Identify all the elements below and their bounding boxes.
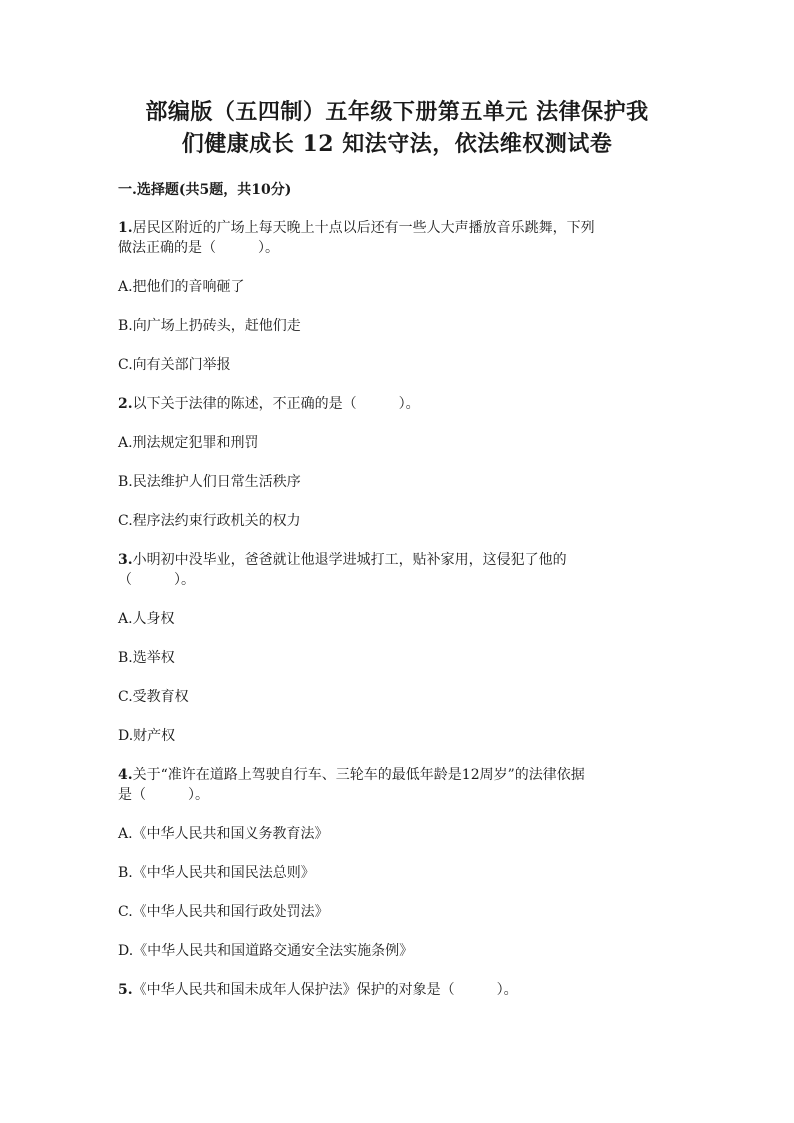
question-text-line-1: 《中华人民共和国未成年人保护法》保护的对象是（ ）。 <box>132 982 518 998</box>
option-c: C.受教育权 <box>118 689 189 705</box>
question-5 <box>118 980 676 1000</box>
question-text-line-2: 是（ ）。 <box>118 787 209 803</box>
question-number: 1. <box>118 220 133 236</box>
question-3 <box>118 550 676 765</box>
title-line-2: 们健康成长 12 知法守法，依法维权测试卷 <box>181 131 613 157</box>
question-text <box>118 550 676 570</box>
option-b: B.《中华人民共和国民法总则》 <box>118 865 315 881</box>
section-heading: 一.选择题(共5题，共10分) <box>118 182 292 198</box>
option-b: B.向广场上扔砖头，赶他们走 <box>118 318 301 334</box>
question-text-line-1: 以下关于法律的陈述，不正确的是（ ）。 <box>132 396 420 412</box>
question-text <box>118 765 676 785</box>
question-number: 5. <box>118 982 133 998</box>
option-c: C.向有关部门举报 <box>118 357 231 373</box>
question-text <box>118 980 676 1000</box>
option-b: B.选举权 <box>118 650 175 666</box>
question-number: 4. <box>118 767 133 783</box>
question-text-line-2: （ ）。 <box>118 572 195 588</box>
option-c: C.《中华人民共和国行政处罚法》 <box>118 904 329 920</box>
question-number: 3. <box>118 552 133 568</box>
document-title <box>118 96 676 160</box>
question-number: 2. <box>118 396 133 412</box>
question-text-line-1: 居民区附近的广场上每天晚上十点以后还有一些人大声播放音乐跳舞，下列 <box>132 220 595 236</box>
question-4 <box>118 765 676 980</box>
option-d: D.《中华人民共和国道路交通安全法实施条例》 <box>118 943 414 959</box>
question-text-line-1: 关于“准许在道路上驾驶自行车、三轮车的最低年龄是12周岁”的法律依据 <box>132 767 585 783</box>
question-text-line-2: 做法正确的是（ ）。 <box>118 240 279 256</box>
question-2 <box>118 394 676 550</box>
option-a: A.人身权 <box>118 611 175 627</box>
question-text <box>118 394 676 414</box>
question-text <box>118 218 676 238</box>
option-b: B.民法维护人们日常生活秩序 <box>118 474 301 490</box>
option-d: D.财产权 <box>118 728 176 744</box>
title-line-1: 部编版（五四制）五年级下册第五单元 法律保护我 <box>145 99 649 125</box>
option-a: A.《中华人民共和国义务教育法》 <box>118 826 329 842</box>
question-1 <box>118 218 676 394</box>
option-a: A.刑法规定犯罪和刑罚 <box>118 435 259 451</box>
question-text-line-1: 小明初中没毕业，爸爸就让他退学进城打工，贴补家用，这侵犯了他的 <box>132 552 567 568</box>
option-c: C.程序法约束行政机关的权力 <box>118 513 301 529</box>
option-a: A.把他们的音响砸了 <box>118 279 245 295</box>
